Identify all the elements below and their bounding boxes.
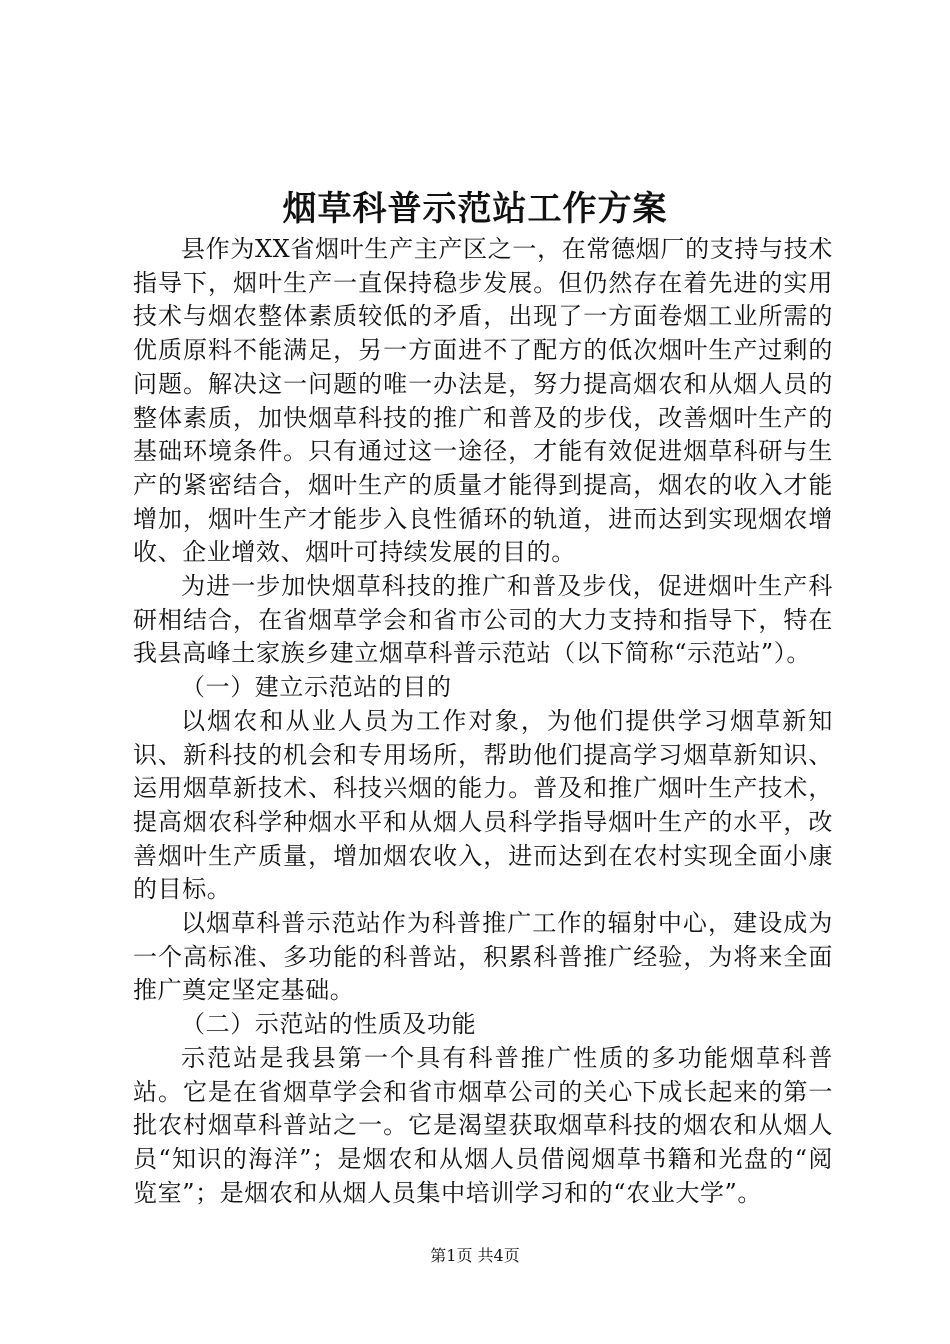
section-heading-2: （二）示范站的性质及功能 xyxy=(181,1010,477,1039)
paragraph-nature-function: 示范站是我县第一个具有科普推广性质的多功能烟草科普站。它是在省烟草学会和省市烟草公司的关心下成长起来的第一批农村烟草科普站之一。它是渴望获取烟草科技的烟农和从烟人员“知识的海洋”；是烟农和从烟人员借阅烟草书籍和光盘的“阅览室”；是烟农和从烟人员集中培训学习和的“农业大学”。 xyxy=(133,1043,833,1207)
document-title: 烟草科普示范站工作方案 xyxy=(282,189,668,229)
page-footer: 第1页 共4页 xyxy=(430,1246,520,1265)
paragraph-objective: 以烟农和从业人员为工作对象，为他们提供学习烟草新知识、新科技的机会和专用场所，帮助他们提高学习烟草新知识、运用烟草新技术、科技兴烟的能力。普及和推广烟叶生产技术，提高烟农科学种烟水平和从烟人员科学指导烟叶生产的水平，改善烟叶生产质量，增加烟农收入，进而达到在农村实现全面小康的目标。 xyxy=(133,706,833,904)
paragraph-intro: 县作为XX省烟叶生产主产区之一，在常德烟厂的支持与技术指导下，烟叶生产一直保持稳步发展。但仍然存在着先进的实用技术与烟农整体素质较低的矛盾，出现了一方面卷烟工业所需的优质原料不能满足，另一方面进不了配方的低次烟叶生产过剩的问题。解决这一问题的唯一办法是，努力提高烟农和从烟人员的整体素质，加快烟草科技的推广和普及的步伐，改善烟叶生产的基础环境条件。只有通过这一途径，才能有效促进烟草科研与生产的紧密结合，烟叶生产的质量才能得到提高，烟农的收入才能增加，烟叶生产才能步入良性循环的轨道，进而达到实现烟农增收、企业增效、烟叶可持续发展的目的。 xyxy=(133,235,833,567)
paragraph-purpose: 为进一步加快烟草科技的推广和普及步伐，促进烟叶生产科研相结合，在省烟草学会和省市公司的大力支持和指导下，特在我县高峰土家族乡建立烟草科普示范站（以下简称“示范站”）。 xyxy=(133,572,833,668)
document-body xyxy=(133,233,833,1210)
section-heading-1: （一）建立示范站的目的 xyxy=(181,673,452,702)
paragraph-radiation-center: 以烟草科普示范站作为科普推广工作的辐射中心，建设成为一个高标准、多功能的科普站，积累科普推广经验，为将来全面推广奠定坚定基础。 xyxy=(133,909,833,1005)
